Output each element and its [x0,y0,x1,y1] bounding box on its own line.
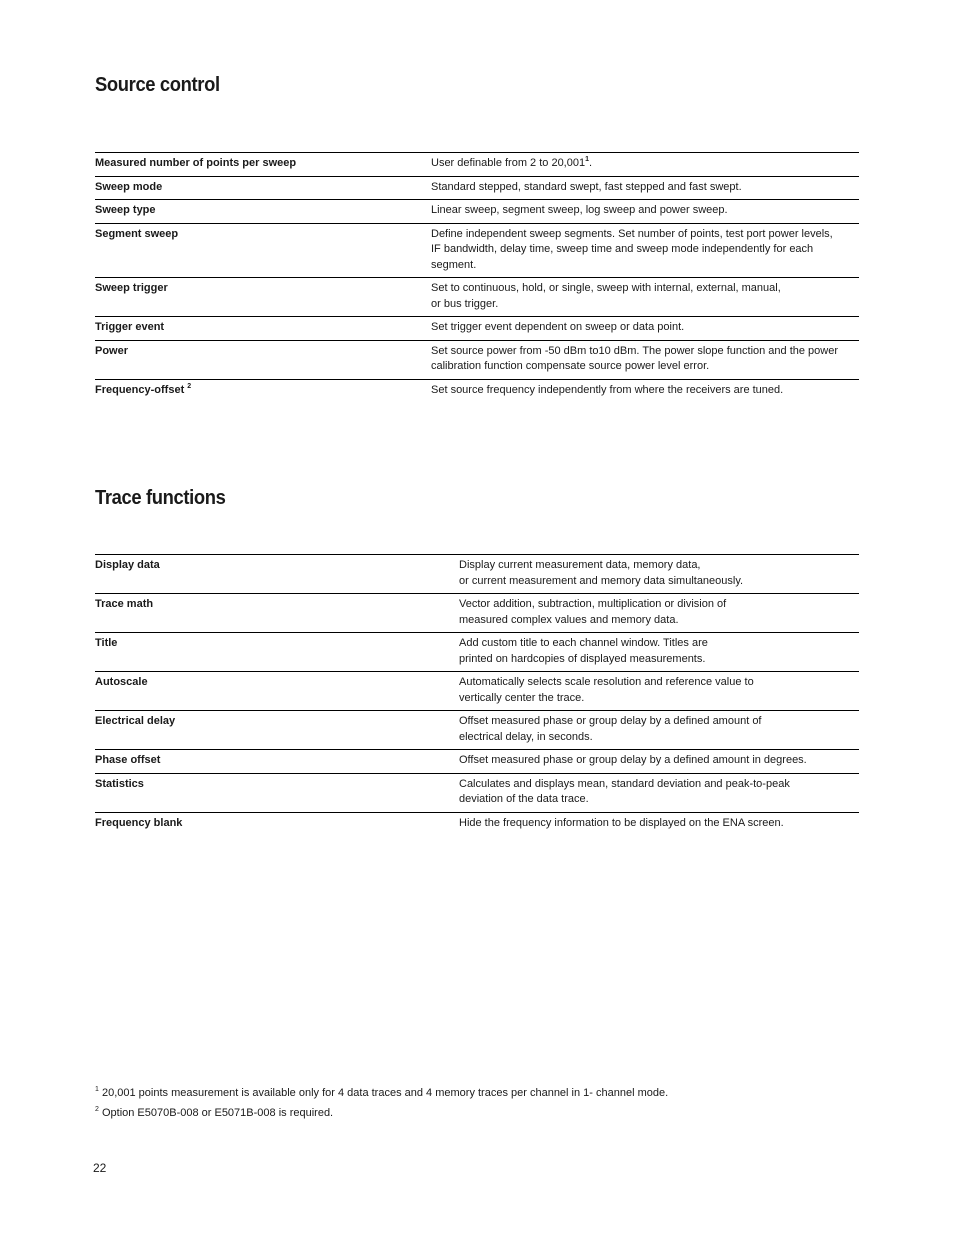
table-row [95,812,859,835]
table-row [95,555,859,594]
footnote-ref: 1 [585,156,589,163]
source-control-table [95,152,859,402]
spec-label: Sweep type [95,204,156,216]
spec-description: Set source power from -50 dBm to10 dBm. The power slope function and the power calibration function compensate source power level error. [431,344,839,372]
table-row [95,711,859,750]
spec-label: Power [95,344,129,357]
spec-label: Frequency blank [95,816,183,829]
spec-description: Vector addition, subtraction, multiplication or division of measured complex values and memory data. [459,598,727,626]
page-number: 22 [93,1161,107,1175]
source-control-heading: Source control [95,74,220,96]
table-row [95,153,859,177]
spec-label: Measured number of points per sweep [95,157,297,169]
footnote-mark: 2 [95,1106,99,1113]
spec-description: Standard stepped, standard swept, fast stepped and fast swept. [431,180,742,193]
spec-description: Linear sweep, segment sweep, log sweep and power sweep. [431,204,728,216]
spec-label: Sweep trigger [95,282,168,294]
table-row [95,223,859,278]
table-row [95,633,859,672]
footnote-text: 20,001 points measurement is available only for 4 data traces and 4 memory traces per channel in 1- channel mode. [98,1087,669,1099]
spec-label: Trigger event [95,321,165,333]
spec-description: Set trigger event dependent on sweep or data point. [431,321,685,333]
spec-description-tail: . [589,157,593,169]
spec-description: Automatically selects scale resolution and reference value to vertically center the trace. [459,676,754,704]
spec-label: Phase offset [95,754,161,766]
spec-description: Add custom title to each channel window. Titles are printed on hardcopies of displayed measurements. [459,637,708,665]
spec-label: Title [95,637,118,649]
spec-label: Display data [95,559,160,571]
spec-label: Frequency-offset [95,383,188,396]
spec-label: Segment sweep [95,227,179,240]
table-row [95,379,859,402]
spec-label: Electrical delay [95,715,176,727]
table-row [95,773,859,812]
footnote [95,1103,668,1123]
spec-label: Autoscale [95,676,148,688]
spec-label: Trace math [95,598,154,610]
spec-description: Offset measured phase or group delay by a defined amount of electrical delay, in seconds. [459,715,762,743]
trace-functions-heading: Trace functions [95,487,226,509]
table-row [95,340,859,379]
table-row [95,176,859,200]
table-row [95,750,859,774]
spec-description: Hide the frequency information to be displayed on the ENA screen. [459,816,784,829]
footnote [95,1083,668,1103]
spec-description: User definable from 2 to 20,001 [431,157,586,169]
spec-label: Statistics [95,777,144,790]
footnotes [95,1083,668,1123]
spec-description: Set source frequency independently from where the receivers are tuned. [431,383,784,396]
footnote-mark: 1 [95,1086,99,1093]
trace-functions-table [95,554,859,835]
spec-description: Display current measurement data, memory data, or current measurement and memory data simultaneously. [459,559,744,587]
spec-description: Calculates and displays mean, standard deviation and peak-to-peak deviation of the data trace. [459,777,790,805]
table-row [95,594,859,633]
table-row [95,278,859,317]
footnote-text: Option E5070B-008 or E5071B-008 is required. [98,1107,334,1119]
spec-description: Set to continuous, hold, or single, sweep with internal, external, manual, or bus trigger. [431,282,781,310]
spec-description: Offset measured phase or group delay by a defined amount in degrees. [459,754,807,766]
footnote-ref: 2 [187,382,192,390]
table-row [95,200,859,224]
spec-label: Sweep mode [95,180,163,193]
table-row [95,672,859,711]
spec-description: Define independent sweep segments. Set number of points, test port power levels, IF bandwidth, delay time, sweep time and sweep mode independently for each segment. [431,227,833,271]
table-row [95,317,859,341]
